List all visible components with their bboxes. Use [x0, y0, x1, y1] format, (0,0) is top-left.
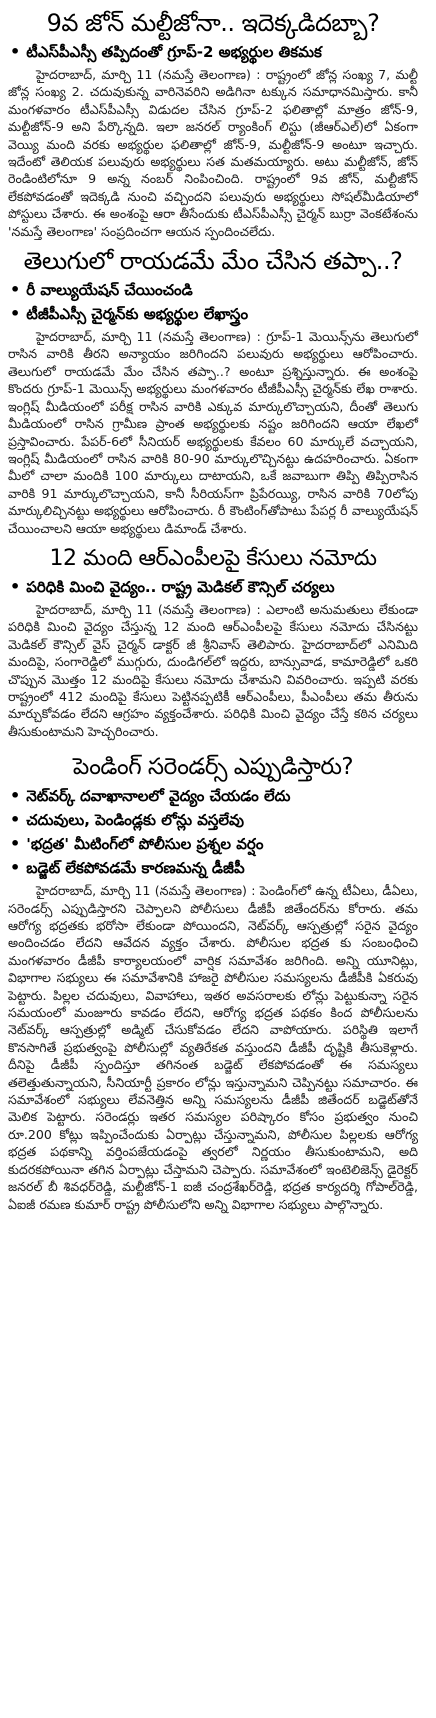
subheading: [10, 302, 418, 326]
bullet-icon: •: [10, 858, 21, 878]
subheading-text: బడ్జెట్ లేకపోవడమే కారణమన్న డీజీపీ: [26, 859, 245, 878]
bullet-icon: •: [10, 810, 21, 830]
subheading-text: నెట్‌వర్క్ దవాఖానాలలో వైద్యం చేయడం లేదు: [26, 787, 291, 806]
subheading: [10, 575, 418, 599]
bullet-icon: •: [10, 304, 21, 324]
subheading: [10, 808, 418, 832]
headline: 9వ జోన్ మల్టీజోనా.. ఇదెక్కడిదబ్బా?: [46, 9, 380, 37]
subheading: [10, 832, 418, 856]
bullet-icon: •: [10, 786, 21, 806]
subheading: [10, 40, 418, 64]
subheading-text: రీ వాల్యుయేషన్ చేయించండి: [26, 281, 193, 300]
bullet-icon: •: [10, 42, 21, 61]
bullet-icon: •: [10, 280, 21, 300]
article-pending-surrenders: [8, 750, 418, 1213]
subheading-text: 'భద్రత' మీటింగ్‌లో పోలీసుల ప్రశ్నల వర్షం: [26, 835, 264, 854]
article-zone-confusion: [8, 6, 418, 240]
bullet-icon: •: [10, 576, 21, 596]
subheading-text: చదువులు, పెండిండ్లకు లోన్లు వస్తలేవు: [26, 811, 245, 830]
subheading-text: టీఎస్‌పీఎస్సీ తప్పిదంతో గ్రూప్-2 అభ్యర్థుల తికమక: [26, 43, 322, 61]
headline: 12 మంది ఆర్‌ఎంపీలపై కేసులు నమోదు: [49, 545, 377, 571]
subheading: [10, 784, 418, 808]
subheading: [10, 856, 418, 880]
article-body: హైదరాబాద్, మార్చి 11 (నమస్తే తెలంగాణ) : రాష్ట్రంలో జోన్ల సంఖ్య 7, మల్టీ జోన్ల సంఖ్య 2. చదువుకున్న వారినెవరిని అడిగినా టక్కున సమాధానమిస్తారు. కానీ మంగళవారం టీఎస్‌పీఎస్సీ విడుదల చేసిన గ్రూప్-2 ఫలితాల్లో మాత్రం జోన్-9, మల్టీజోన్-9 అని పేర్కొన్నది. ఇలా జనరల్ ర్యాంకింగ్ లిస్టు (జీఆర్‌ఎల్)లో ఏకంగా వెయ్యి మంది వరకు అభ్యర్థుల ఫలితాల్లో జోన్-9, మల్టీజోన్-9 అంటూ ఇచ్చారు. ఇదేంటో తెలియక పలువురు అభ్యర్థులు సత మతమయ్యారు. అటు మల్టీజోన్, జోన్ రెండింటిలోనూ 9 అన్న నంబర్ నింపించింది. రాష్ట్రంలో 9వ జోన్, మల్టీజోన్ లేకపోవడంతో ఇదెక్కడి నుంచి వచ్చిందని పలువురు అభ్యర్థులు సోషల్‌మీడియాలో పోస్టులు చేశారు. ఈ అంశంపై ఆరా తీసేందుకు టీఎస్‌పీఎస్సీ చైర్మన్ బుర్రా వెంకటేశంను 'నమస్తే తెలంగాణ' సంప్రదించగా ఆయన స్పందించలేదు.: [8, 67, 418, 239]
article-rmp-cases: [8, 543, 418, 740]
subheading-text: టీజీపీఎస్సీ చైర్మన్‌కు అభ్యర్థుల లేఖాస్త్రం: [26, 305, 249, 324]
article-body: హైదరాబాద్, మార్చి 11 (నమస్తే తెలంగాణ) : గ్రూప్-1 మెయిన్స్‌ను తెలుగులో రాసిన వారికి తీరని అన్యాయం జరిగిందని పలువురు అభ్యర్థులు ఆరోపించారు. తెలుగులో రాయడమే మేం చేసిన తప్పా..? అంటూ ప్రశ్నిస్తున్నారు. ఈ అంశంపై కొందరు గ్రూప్-1 మెయిన్స్ అభ్యర్థులు మంగళవారం టీజీపీఎస్సీ చైర్మన్‌కు లేఖ రాశారు. ఇంగ్లిష్ మీడియంలో పరీక్ష రాసిన వారికి ఎక్కువ మార్కులొచ్చాయని, దీంతో తెలుగు మీడియంలో రాసిన గ్రామీణ ప్రాంత అభ్యర్థులకు నష్టం జరిగిందని ఆయా లేఖలో ప్రస్తావించారు. పేపర్-6లో సీనియర్ అభ్యర్థులకు కేవలం 60 మార్కులే వచ్చాయని, ఇంగ్లిష్ మీడియంలో రాసిన వారికి 80-90 మార్కులొచ్చినట్టు ఉదహరించారు. ఏకంగా మీలో చాలా మందికి 100 మార్కులు దాటాయని, ఒకే జవాబుగా తిప్పి తిప్పిరాసిన వారికి 91 మార్కులొచ్చాయని, కానీ సీరియస్‌గా ప్రిపేరయ్యి, రాసిన వారికి 70లోపు మార్కులిచ్చినట్టు అభ్యర్థులు ఆరోపించారు. రీ కౌంటింగ్‌తోపాటు పేపర్ల రీ వాల్యుయేషన్ చేయించాలని ఆయా అభ్యర్థులు డిమాండ్ చేశారు.: [8, 329, 418, 536]
article-telugu-medium: [8, 244, 418, 537]
subheading-text: పరిధికి మించి వైద్యం.. రాష్ట్ర మెడికల్ కౌన్సిల్ చర్యలు: [26, 577, 335, 596]
subheading: [10, 278, 418, 302]
article-body: హైదరాబాద్, మార్చి 11 (నమస్తే తెలంగాణ) : ఎలాంటి అనుమతులు లేకుండా పరిధికి మించి వైద్యం చేస్తున్న 12 మంది ఆర్‌ఎంపీలపై కేసులు నమోదు చేసినట్టు మెడికల్ కౌన్సిల్ వైస్ చైర్మన్ డాక్టర్ జీ శ్రీనివాస్ తెలిపారు. హైదరాబాద్‌లో ఎనిమిది మందిపై, సంగారెడ్డిలో ముగ్గురు, దుండిగల్‌లో ఇద్దరు, బాన్సువాడ, కామారెడ్డిలో ఒకరి చొప్పున మొత్తం 12 మందిపై కేసులు నమోదు చేశామని వివరించారు. ఇప్పటి వరకు రాష్ట్రంలో 412 మందిపై కేసులు పెట్టినప్పటికీ ఆర్‌ఎంపీలు, పీఎంపీలు తమ తీరును మార్చుకోవడం లేదని ఆగ్రహం వ్యక్తంచేశారు. పరిధికి మించి వైద్యం చేస్తే కఠిన చర్యలు తీసుకుంటామని హెచ్చరించారు.: [8, 601, 418, 739]
headline: తెలుగులో రాయడమే మేం చేసిన తప్పా..?: [23, 247, 403, 276]
headline: పెండింగ్ సరెండర్స్ ఎప్పుడిస్తారు?: [72, 754, 354, 781]
bullet-icon: •: [10, 834, 21, 854]
article-body: హైదరాబాద్, మార్చి 11 (నమస్తే తెలంగాణ) : పెండింగ్‌లో ఉన్న టీఏలు, డీఏలు, సరెండర్స్ ఎప్పుడిస్తారని చెప్పాలని పోలీసులు డీజీపీ జితేందర్‌ను కోరారు. తమ ఆరోగ్య భద్రతకు భరోసా లేకుండా పోయిందని, నెట్‌వర్క్ ఆస్పత్రుల్లో సరైన వైద్యం అందించడం లేదని ఆవేదన వ్యక్తం చేశారు. పోలీసుల భద్రత కు సంబంధించి మంగళవారం డీజీపీ కార్యాలయంలో వార్షిక సమావేశం జరిగింది. అన్ని యూనిట్లు, విభాగాల సభ్యులు ఈ సమావేశానికి హాజరై పోలీసుల సమస్యలను డీజీపీకి ఏకరువు పెట్టారు. పిల్లల చదువులు, వివాహాలు, ఇతర అవసరాలకు లోన్లు పెట్టుకున్నా సరైన సమయంలో మంజూరు కావడం లేదని, ఆరోగ్య భద్రత పథకం కింద పోలీసులను నెట్‌వర్క్ ఆస్పత్రుల్లో అడ్మిట్ చేసుకోవడం లేదని వాపోయారు. పరిస్థితి ఇలాగే కొనసాగితే ప్రభుత్వంపై పోలీసుల్లో వ్యతిరేకత వస్తుందని డీజీపీ దృష్టికి తీసుకెళ్లారు. దీనిపై డీజీపీ స్పందిస్తూ తగినంత బడ్జెట్ లేకపోవడంతో ఈ సమస్యలు తలెత్తుతున్నాయని, సీనియార్టీ ప్రకారం లోన్లు ఇస్తున్నామని చెప్పినట్టు సమాచారం. ఈ సమావేశంలో సభ్యులు లేవనెత్తిన అన్ని సమస్యలను డీజీపీ జితేందర్ బడ్జెట్‌తోనే మెలిక పెట్టారు. సరెండర్లు ఇతర సమస్యల పరిష్కారం కోసం ప్రభుత్వం నుంచి రూ.200 కోట్లు ఇప్పించేందుకు ఏర్పాట్లు చేస్తున్నామని, పోలీసుల పిల్లలకు ఆరోగ్య భద్రత పథకాన్ని వర్తింపజేయడంపై త్వరలో నిర్ణయం తీసుకుంటామని, అది కుదరకపోయినా తగిన ఏర్పాట్లు చేస్తామని చెప్పారు. సమావేశంలో ఇంటెలిజెన్స్ డైరెక్టర్ జనరల్ బీ శివధర్‌రెడ్డి, మల్టీజోన్-1 ఐజీ చంద్రశేఖర్‌రెడ్డి, భద్రత కార్యదర్శి గోపాల్‌రెడ్డి, ఏఐజీ రమణ కుమార్ రాష్ట్ర పోలీసులోని అన్ని విభాగాల సభ్యులు పాల్గొన్నారు.: [8, 883, 418, 1212]
